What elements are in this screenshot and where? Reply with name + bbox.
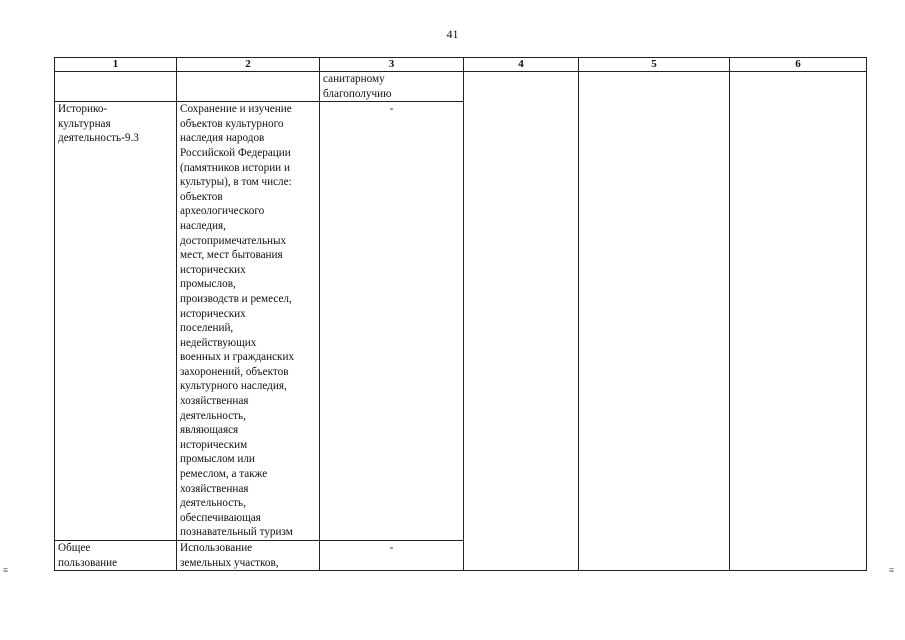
column-header-2: 2: [177, 58, 320, 72]
cell-description: [177, 72, 320, 102]
table-row: [55, 72, 867, 102]
cell-land-use-type: [55, 72, 177, 102]
cell-text: Использование земельных участков,: [180, 542, 279, 569]
left-margin-mark: ≡: [3, 565, 9, 575]
cell-column-4: [464, 72, 579, 571]
cell-column-3: [320, 72, 464, 102]
page-number: 41: [446, 27, 459, 41]
cell-land-use-type: [55, 541, 177, 571]
zoning-table: [54, 57, 867, 571]
cell-text: Историко- культурная деятельность-9.3: [58, 103, 139, 145]
cell-text: Общее пользование: [58, 542, 118, 569]
cell-column-3: [320, 102, 464, 541]
column-header-3: 3: [320, 58, 464, 72]
right-margin-mark: ≡: [889, 565, 895, 575]
cell-column-6: [730, 72, 867, 571]
cell-column-5: [579, 72, 730, 571]
cell-description: [177, 541, 320, 571]
cell-description: [177, 102, 320, 541]
column-header-6: 6: [730, 58, 867, 72]
column-header-4: 4: [464, 58, 579, 72]
cell-land-use-type: [55, 102, 177, 541]
header-row: [55, 58, 867, 72]
cell-text: -: [389, 103, 394, 116]
column-header-5: 5: [579, 58, 730, 72]
column-header-1: 1: [55, 58, 177, 72]
cell-text: Сохранение и изучение объектов культурного наследия народов Российской Федерации (памятников истории и культуры), в том числе: объектов археологического наследия, достопримечательных мест, мест бытования исторических промыслов, производств и ремесел, исторических поселений, недействующих военных и гражданских захоронений, объектов культурного наследия, хозяйственная деятельность, являющаяся историческим промыслом или ремеслом, а также хозяйственная деятельность, обеспечивающая познавательный туризм: [180, 103, 295, 539]
cell-text: -: [389, 542, 394, 554]
cell-column-3: [320, 541, 464, 571]
cell-text: санитарному благополучию: [323, 73, 392, 100]
